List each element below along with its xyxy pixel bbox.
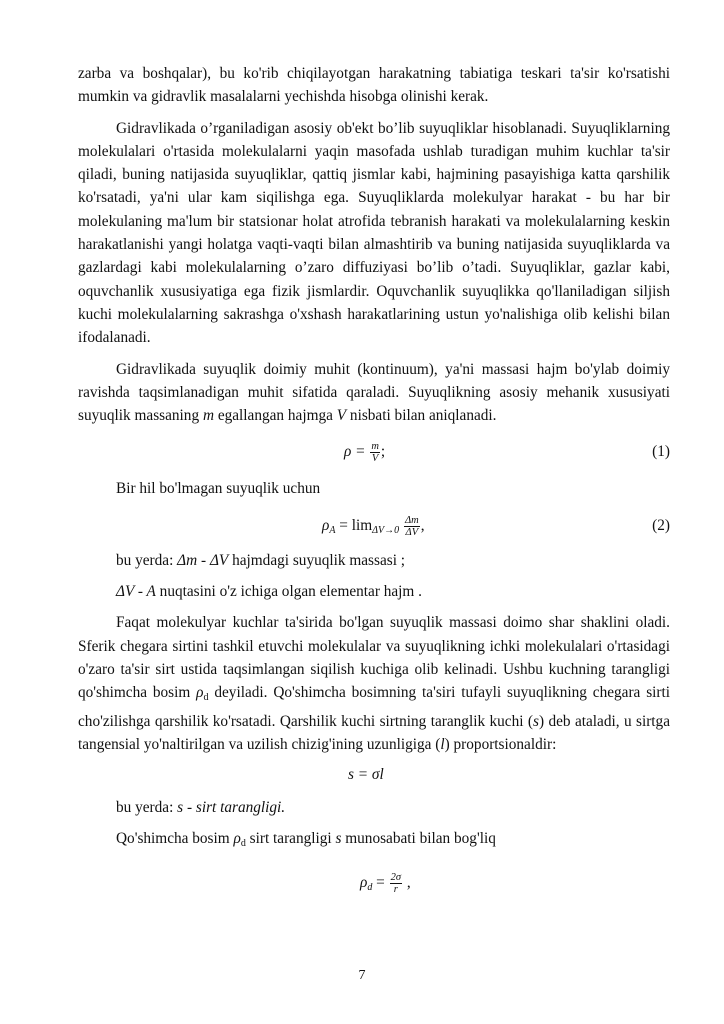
p3-mass-symbol: m	[202, 407, 214, 425]
eq1-tail: ;	[380, 443, 386, 461]
eq4-tail: ,	[403, 873, 411, 891]
p9-rho-sub: d	[240, 838, 246, 850]
equation-1-row	[78, 439, 670, 465]
eq2-denominator: ΔV	[405, 526, 419, 538]
equation-2-row	[78, 513, 670, 539]
p7-text-c: ) deb ataladi, u sirtga tangensial yo'naltirilgan va uzilish chizig'ining uzunligiga (	[78, 712, 670, 753]
eq4-denominator: r	[393, 883, 398, 895]
p5-text-a: bu yerda:	[116, 551, 178, 569]
p3-text-c: nisbati bilan aniqlanadi.	[346, 407, 497, 425]
equation-1	[344, 439, 385, 465]
p9-text-b: sirt tarangligi	[245, 830, 336, 848]
paragraph-9	[78, 827, 670, 855]
paragraph-7	[78, 611, 670, 756]
p7-l-symbol: l	[440, 735, 445, 753]
equation-2	[322, 513, 425, 544]
p6-symbols: ΔV - A	[116, 583, 156, 601]
eq2-lhs: ρ	[322, 516, 330, 534]
p7-text-b: deyiladi. Qo'shimcha bosimning ta'siri tufayli suyuqlikning chegara sirti cho'zilishga qarshilik ko'rsatadi. Qarshilik kuchi sirtning taranglik kuchi (	[78, 684, 670, 730]
eq2-equals: =	[335, 516, 352, 534]
eq2-numerator: Δm	[404, 514, 419, 526]
eq1-numerator: m	[371, 441, 379, 453]
p7-rho-symbol: ρ	[196, 684, 204, 702]
p9-text-c: munosabati bilan bog'liq	[341, 830, 496, 848]
eq1-fraction	[370, 441, 380, 464]
p7-s-symbol: s	[533, 712, 539, 730]
equation-3: s = σl	[348, 766, 384, 784]
p7-rho-sub: d	[203, 692, 209, 704]
paragraph-1: zarba va boshqalar), bu ko'rib chiqilayotgan harakatning tabiatiga teskari ta'sir ko'rsatishi mumkin va gidravlik masalalarni yechishda hisobga olinishi kerak.	[78, 65, 670, 106]
p7-text-a: Faqat molekulyar kuchlar ta'sirida bo'lgan suyuqlik massasi doimo shar shaklini oladi. Sferik chegara sirtini tashkil etuvchi molekulalar va suyuqlikning ichki molekulalari o'rtasidagi o'zaro ta'sir sirt ustida taqsimlangan siqilish kuchiga olib kelinadi. Ushbu kuchning tarangligi qo'shimcha bosim	[78, 614, 670, 702]
p6-text-b: nuqtasini o'z ichiga olgan elementar hajm .	[155, 583, 422, 601]
paragraph-5	[78, 549, 670, 572]
paragraph-8	[78, 796, 670, 819]
p8-definition: s - sirt tarangligi.	[177, 799, 286, 817]
p5-text-c: hajmdagi suyuqlik massasi ;	[228, 551, 406, 569]
page-number: 7	[358, 968, 366, 983]
p3-text-a: Gidravlikada suyuqlik doimiy muhit (kontinuum), ya'ni massasi hajm bo'ylab doimiy ravishda taqsimlanadigan muhit sifatida qaraladi. Suyuqlikning asosiy mehanik xususiyati suyuqlik massaning	[78, 360, 670, 425]
p9-text-a: Qo'shimcha bosim	[116, 830, 234, 848]
page-body	[78, 62, 670, 896]
eq4-lhs: ρ	[360, 873, 368, 891]
eq2-tail: ,	[420, 516, 425, 534]
p3-text-b: egallangan hajmga	[214, 407, 337, 425]
p5-symbols: Δm - ΔV	[177, 551, 229, 569]
eq2-lim: lim	[351, 516, 373, 534]
eq2-lim-sub: ΔV→0	[372, 524, 400, 536]
eq4-equals: =	[372, 873, 389, 891]
eq4-lhs-sub: d	[367, 881, 373, 893]
p8-text-a: bu yerda:	[116, 799, 178, 817]
equation-4	[360, 870, 411, 901]
eq1-lhs: ρ =	[344, 443, 370, 461]
p9-rho-symbol: ρ	[233, 830, 241, 848]
paragraph-4: Bir hil bo'lmagan suyuqlik uchun	[116, 480, 321, 498]
eq1-denominator: V	[371, 453, 379, 465]
p3-volume-symbol: V	[336, 407, 347, 425]
equation-4-row	[78, 870, 670, 896]
paragraph-3	[78, 358, 670, 428]
p7-text-d: ) proportsionaldir:	[444, 735, 557, 753]
paragraph-2: Gidravlikada o’rganiladigan asosiy ob'ekt bo’lib suyuqliklar hisoblanadi. Suyuqliklarning molekulalari o'rtasida molekulalarni yaqin masofada ushlab turadigan muhim kuchlar ta'sir qiladi, buning natijasida suyuqliklar, qattiq jismlar kabi, hajmining pasayishiga katta qarshilik ko'rsatadi, ya'ni ular kam siqilishga ega. Suyuqliklarda molekulyar harakat - bu har bir molekulaning ma'lum bir statsionar holat atrofida tebranish harakati va molekulalarning keskin harakatlanishi yangi holatga vaqti-vaqti bilan almashtirib va buning natijasida suyuqliklarda va gazlardagi kabi molekulalarning o’zaro diffuziyasi bo’lib o’tadi. Suyuqliklar, gazlar kabi, oquvchanlik xususiyatiga ega fizik jismlardir. Oquvchanlik suyuqlikka qo'llaniladigan siljish kuchi molekulalarning sakrashga o'xshash harakatlarining ustun yo'nalishiga olib kelishi bilan ifodalanadi.	[78, 119, 670, 347]
eq4-fraction	[390, 872, 402, 895]
paragraph-6	[78, 580, 670, 603]
eq2-lhs-sub: A	[329, 524, 336, 536]
equation-2-number: (2)	[652, 516, 670, 534]
equation-3-row	[78, 762, 670, 788]
p9-s-symbol: s	[335, 830, 342, 848]
eq4-numerator: 2σ	[390, 871, 402, 883]
eq2-fraction	[404, 515, 420, 538]
equation-1-number: (1)	[652, 443, 670, 461]
